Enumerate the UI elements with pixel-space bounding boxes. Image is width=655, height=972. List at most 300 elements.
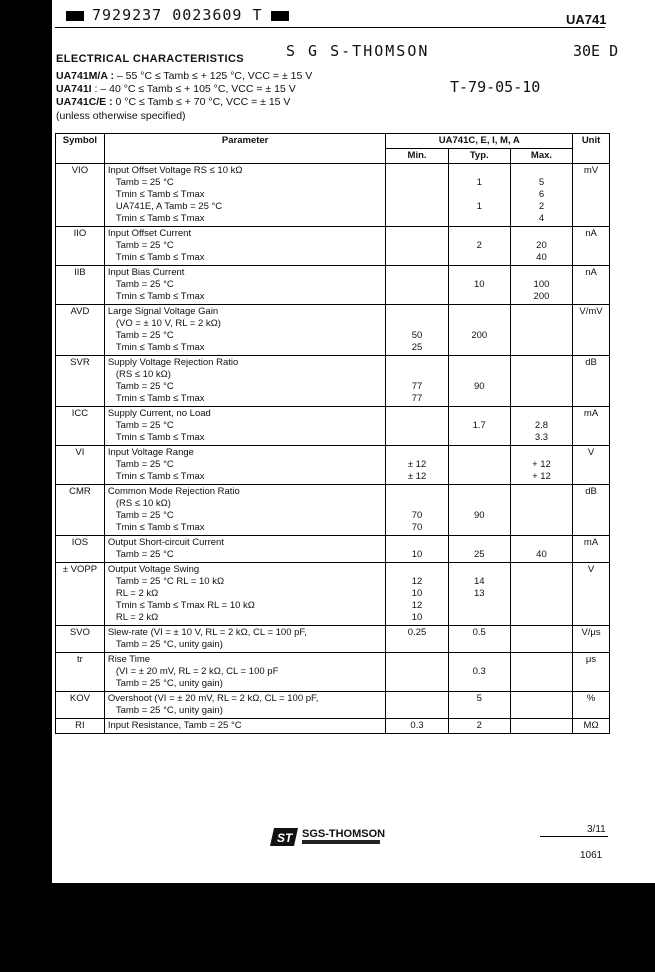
min-value bbox=[389, 408, 444, 420]
typ-value: 2 bbox=[476, 720, 482, 731]
min-value bbox=[389, 177, 444, 189]
unit-text: mA bbox=[583, 537, 599, 548]
parameter-cell bbox=[104, 719, 386, 734]
symbol-text: KOV bbox=[69, 693, 90, 704]
header-rule bbox=[55, 27, 605, 28]
parameter-line: RL = 2 kΩ bbox=[115, 588, 159, 599]
typ-value: 10 bbox=[473, 279, 485, 290]
symbol-cell bbox=[56, 305, 105, 356]
parameter-line: Tmin ≤ Tamb ≤ Tmax RL = 10 kΩ bbox=[115, 600, 255, 611]
max-cell bbox=[510, 266, 572, 305]
table-row bbox=[56, 536, 610, 563]
min-value: 50 bbox=[411, 330, 423, 341]
max-value bbox=[514, 510, 569, 522]
max-value: 4 bbox=[538, 213, 545, 224]
parameter-line: Supply Voltage Rejection Ratio bbox=[107, 357, 239, 368]
table-row bbox=[56, 266, 610, 305]
min-value bbox=[389, 252, 444, 264]
typ-value bbox=[452, 612, 507, 624]
typ-value bbox=[452, 213, 507, 225]
folio-number: 1061 bbox=[580, 850, 603, 861]
header-parameter: Parameter bbox=[104, 134, 386, 164]
unit-cell bbox=[573, 485, 610, 536]
max-value: + 12 bbox=[532, 459, 551, 470]
symbol-text: ICC bbox=[71, 408, 89, 419]
typ-value bbox=[452, 639, 507, 651]
typ-value: 25 bbox=[473, 549, 485, 560]
max-value: 6 bbox=[538, 189, 545, 200]
max-value bbox=[514, 639, 569, 651]
min-value bbox=[389, 279, 444, 291]
parameter-line: Tmin ≤ Tamb ≤ Tmax bbox=[115, 432, 205, 443]
max-value bbox=[514, 537, 569, 549]
unit-cell bbox=[573, 536, 610, 563]
max-value bbox=[514, 654, 569, 666]
typ-value bbox=[452, 369, 507, 381]
typ-value: 13 bbox=[473, 588, 485, 599]
symbol-text: VIO bbox=[71, 165, 89, 176]
typ-value bbox=[452, 654, 507, 666]
symbol-text: IOS bbox=[71, 537, 89, 548]
max-value: 3.3 bbox=[534, 432, 549, 443]
typ-cell bbox=[448, 407, 510, 446]
header-unit: Unit bbox=[573, 134, 610, 164]
parameter-line: Tmin ≤ Tamb ≤ Tmax bbox=[115, 213, 205, 224]
parameter-cell bbox=[104, 227, 386, 266]
typ-value: 0.5 bbox=[472, 627, 486, 638]
table-row bbox=[56, 692, 610, 719]
min-value: 70 bbox=[411, 510, 423, 521]
parameter-line: Tamb = 25 °C, unity gain) bbox=[115, 678, 223, 689]
parameter-line: Tmin ≤ Tamb ≤ Tmax bbox=[115, 393, 205, 404]
min-value bbox=[389, 369, 444, 381]
typ-value bbox=[452, 705, 507, 717]
min-value bbox=[389, 693, 444, 705]
min-value: 25 bbox=[411, 342, 423, 353]
parameter-line: (RS ≤ 10 kΩ) bbox=[115, 369, 171, 380]
max-value bbox=[514, 486, 569, 498]
min-value bbox=[389, 678, 444, 690]
typ-cell bbox=[448, 692, 510, 719]
parameter-cell bbox=[104, 305, 386, 356]
max-value bbox=[514, 393, 569, 405]
min-cell bbox=[386, 653, 448, 692]
min-value bbox=[389, 432, 444, 444]
parameter-line: UA741E, A Tamb = 25 °C bbox=[115, 201, 223, 212]
max-cell bbox=[510, 563, 572, 626]
parameter-line: Supply Current, no Load bbox=[107, 408, 211, 419]
unit-cell bbox=[573, 446, 610, 485]
min-value bbox=[389, 537, 444, 549]
parameter-cell bbox=[104, 266, 386, 305]
typ-cell bbox=[448, 563, 510, 626]
min-cell bbox=[386, 407, 448, 446]
parameter-line: Input Offset Current bbox=[107, 228, 192, 239]
header-typ: Typ. bbox=[448, 149, 510, 164]
parameter-line: (VI = ± 20 mV, RL = 2 kΩ, CL = 100 pF bbox=[115, 666, 279, 677]
min-value bbox=[389, 291, 444, 303]
max-value bbox=[514, 330, 569, 342]
max-value: + 12 bbox=[532, 471, 551, 482]
max-value bbox=[514, 228, 569, 240]
parameter-line: Tmin ≤ Tamb ≤ Tmax bbox=[115, 342, 205, 353]
max-cell bbox=[510, 305, 572, 356]
table-row bbox=[56, 626, 610, 653]
symbol-cell bbox=[56, 536, 105, 563]
unit-text: dB bbox=[585, 357, 597, 368]
typ-value bbox=[452, 393, 507, 405]
parameter-line: Tamb = 25 °C bbox=[115, 330, 174, 341]
max-value bbox=[514, 576, 569, 588]
min-cell bbox=[386, 485, 448, 536]
min-value bbox=[389, 564, 444, 576]
parameter-cell bbox=[104, 356, 386, 407]
symbol-text: RI bbox=[75, 720, 85, 731]
max-value bbox=[514, 408, 569, 420]
parameter-cell bbox=[104, 164, 386, 227]
min-cell bbox=[386, 692, 448, 719]
parameter-line: Large Signal Voltage Gain bbox=[107, 306, 219, 317]
typ-value: 0.3 bbox=[472, 666, 486, 677]
min-value: 12 bbox=[411, 576, 423, 587]
max-cell bbox=[510, 446, 572, 485]
unit-text: V/μs bbox=[581, 627, 601, 638]
min-value: 70 bbox=[411, 522, 423, 533]
typ-value bbox=[452, 291, 507, 303]
logo-underline bbox=[302, 840, 380, 844]
min-value bbox=[389, 165, 444, 177]
typ-value bbox=[452, 537, 507, 549]
max-value bbox=[514, 267, 569, 279]
min-value bbox=[389, 486, 444, 498]
parameter-cell bbox=[104, 446, 386, 485]
handwritten-code: T-79-05-10 bbox=[450, 78, 541, 96]
unit-cell bbox=[573, 692, 610, 719]
symbol-text: SVO bbox=[69, 627, 90, 638]
max-value bbox=[514, 666, 569, 678]
min-cell bbox=[386, 164, 448, 227]
min-value bbox=[389, 201, 444, 213]
min-value bbox=[389, 639, 444, 651]
min-value bbox=[389, 228, 444, 240]
header-max: Max. bbox=[510, 149, 572, 164]
typ-value bbox=[452, 408, 507, 420]
max-value bbox=[514, 522, 569, 534]
parameter-cell bbox=[104, 536, 386, 563]
table-row bbox=[56, 407, 610, 446]
typ-value: 200 bbox=[471, 330, 488, 341]
min-cell bbox=[386, 227, 448, 266]
symbol-cell bbox=[56, 563, 105, 626]
parameter-line: Tamb = 25 °C bbox=[115, 510, 174, 521]
min-cell bbox=[386, 536, 448, 563]
condition-line: UA741I : – 40 °C ≤ Tamb ≤ + 105 °C, VCC = ± 15 V bbox=[56, 83, 296, 95]
typ-cell bbox=[448, 626, 510, 653]
parameter-cell bbox=[104, 692, 386, 719]
unit-cell bbox=[573, 266, 610, 305]
company-stamp: S G S-THOMSON bbox=[286, 42, 430, 60]
typ-value: 1 bbox=[476, 201, 482, 212]
condition-line: UA741C/E : 0 °C ≤ Tamb ≤ + 70 °C, VCC = ± 15 V bbox=[56, 96, 291, 108]
max-value bbox=[514, 720, 569, 732]
min-value bbox=[389, 213, 444, 225]
typ-cell bbox=[448, 266, 510, 305]
max-value: 40 bbox=[536, 252, 547, 263]
min-value: 12 bbox=[411, 600, 423, 611]
parameter-line: Input Offset Voltage RS ≤ 10 kΩ bbox=[107, 165, 243, 176]
symbol-cell bbox=[56, 407, 105, 446]
min-value: 10 bbox=[411, 612, 423, 623]
condition-line: UA741M/A : – 55 °C ≤ Tamb ≤ + 125 °C, VCC = ± 15 V bbox=[56, 70, 313, 82]
symbol-cell bbox=[56, 446, 105, 485]
min-value bbox=[389, 666, 444, 678]
symbol-cell bbox=[56, 692, 105, 719]
typ-cell bbox=[448, 164, 510, 227]
header-symbol: Symbol bbox=[56, 134, 105, 164]
typ-value bbox=[452, 357, 507, 369]
max-value: 20 bbox=[536, 240, 547, 251]
unit-cell bbox=[573, 719, 610, 734]
max-value: 200 bbox=[533, 291, 550, 302]
typ-value bbox=[452, 267, 507, 279]
max-cell bbox=[510, 356, 572, 407]
symbol-text: IIB bbox=[74, 267, 86, 278]
unit-cell bbox=[573, 653, 610, 692]
unit-cell bbox=[573, 356, 610, 407]
min-value: 0.3 bbox=[410, 720, 424, 731]
table-row bbox=[56, 227, 610, 266]
parameter-line: Tmin ≤ Tamb ≤ Tmax bbox=[115, 291, 205, 302]
parameter-line: Tamb = 25 °C bbox=[115, 177, 174, 188]
parameter-line: Input Voltage Range bbox=[107, 447, 194, 458]
unit-text: mV bbox=[583, 165, 599, 176]
unit-text: μs bbox=[585, 654, 597, 665]
min-value: 77 bbox=[411, 393, 423, 404]
symbol-text: tr bbox=[77, 654, 83, 665]
max-value bbox=[514, 627, 569, 639]
parameter-line: Input Resistance, Tamb = 25 °C bbox=[107, 720, 242, 731]
unit-text: nA bbox=[585, 267, 597, 278]
min-value: ± 12 bbox=[407, 459, 427, 470]
company-logo bbox=[270, 828, 400, 848]
min-cell bbox=[386, 563, 448, 626]
max-cell bbox=[510, 692, 572, 719]
typ-value: 14 bbox=[473, 576, 485, 587]
symbol-cell bbox=[56, 266, 105, 305]
min-value bbox=[389, 240, 444, 252]
typ-value bbox=[452, 165, 507, 177]
unit-cell bbox=[573, 563, 610, 626]
max-value bbox=[514, 588, 569, 600]
max-value: 2 bbox=[538, 201, 545, 212]
typ-value bbox=[452, 252, 507, 264]
parameter-line: Tamb = 25 °C bbox=[115, 279, 174, 290]
parameter-cell bbox=[104, 485, 386, 536]
typ-value bbox=[452, 600, 507, 612]
parameter-cell bbox=[104, 407, 386, 446]
max-value bbox=[514, 318, 569, 330]
table-row bbox=[56, 485, 610, 536]
typ-value bbox=[452, 318, 507, 330]
max-value bbox=[514, 564, 569, 576]
max-value bbox=[514, 357, 569, 369]
parameter-cell bbox=[104, 563, 386, 626]
typ-value bbox=[452, 678, 507, 690]
parameter-line: Tamb = 25 °C, unity gain) bbox=[115, 639, 223, 650]
max-value bbox=[514, 705, 569, 717]
parameter-line: Tamb = 25 °C bbox=[115, 381, 174, 392]
parameter-line: Input Bias Current bbox=[107, 267, 185, 278]
table-row bbox=[56, 356, 610, 407]
parameter-line: Tamb = 25 °C bbox=[115, 459, 174, 470]
symbol-cell bbox=[56, 485, 105, 536]
parameter-line: Tmin ≤ Tamb ≤ Tmax bbox=[115, 522, 205, 533]
symbol-text: AVD bbox=[70, 306, 90, 317]
parameter-line: Output Short-circuit Current bbox=[107, 537, 224, 548]
max-value bbox=[514, 600, 569, 612]
table-row bbox=[56, 305, 610, 356]
stamp-code: 30E D bbox=[573, 42, 619, 60]
min-value: ± 12 bbox=[407, 471, 427, 482]
min-value bbox=[389, 420, 444, 432]
max-value: 40 bbox=[536, 549, 547, 560]
min-value bbox=[389, 654, 444, 666]
min-value bbox=[389, 498, 444, 510]
min-cell bbox=[386, 356, 448, 407]
parameter-line: Tamb = 25 °C, unity gain) bbox=[115, 705, 223, 716]
max-value: 100 bbox=[533, 279, 550, 290]
unit-text: V/mV bbox=[579, 306, 603, 317]
unit-text: mA bbox=[583, 408, 599, 419]
typ-value bbox=[452, 228, 507, 240]
parameter-line: Tmin ≤ Tamb ≤ Tmax bbox=[115, 252, 205, 263]
parameter-line: Slew-rate (VI = ± 10 V, RL = 2 kΩ, CL = 100 pF, bbox=[107, 627, 307, 638]
page-number: 3/11 bbox=[587, 824, 606, 835]
parameter-line: Tamb = 25 °C RL = 10 kΩ bbox=[115, 576, 225, 587]
typ-value bbox=[452, 447, 507, 459]
symbol-text: ± VOPP bbox=[62, 564, 98, 575]
parameter-line: Tamb = 25 °C bbox=[115, 549, 174, 560]
max-cell bbox=[510, 485, 572, 536]
unit-cell bbox=[573, 305, 610, 356]
symbol-text: CMR bbox=[69, 486, 91, 497]
max-value bbox=[514, 498, 569, 510]
unit-cell bbox=[573, 227, 610, 266]
max-value bbox=[514, 369, 569, 381]
parameter-line: RL = 2 kΩ bbox=[115, 612, 159, 623]
symbol-text: SVR bbox=[70, 357, 90, 368]
symbol-cell bbox=[56, 227, 105, 266]
typ-cell bbox=[448, 536, 510, 563]
min-value bbox=[389, 267, 444, 279]
unit-cell bbox=[573, 626, 610, 653]
min-value bbox=[389, 447, 444, 459]
typ-cell bbox=[448, 485, 510, 536]
min-cell bbox=[386, 446, 448, 485]
max-cell bbox=[510, 407, 572, 446]
max-value bbox=[514, 165, 569, 177]
typ-value bbox=[452, 189, 507, 201]
svg-text:ST: ST bbox=[277, 831, 293, 845]
typ-value bbox=[452, 522, 507, 534]
typ-cell bbox=[448, 356, 510, 407]
symbol-text: VI bbox=[75, 447, 85, 458]
part-number: UA741 bbox=[566, 12, 607, 27]
table-row bbox=[56, 446, 610, 485]
max-value: 5 bbox=[538, 177, 545, 188]
typ-value bbox=[452, 306, 507, 318]
max-cell bbox=[510, 719, 572, 734]
typ-value bbox=[452, 471, 507, 483]
electrical-characteristics-table bbox=[55, 133, 610, 734]
min-value: 77 bbox=[411, 381, 423, 392]
typ-value bbox=[452, 564, 507, 576]
unit-text: % bbox=[586, 693, 596, 704]
min-cell bbox=[386, 719, 448, 734]
typ-value bbox=[452, 498, 507, 510]
max-value bbox=[514, 306, 569, 318]
typ-value bbox=[452, 342, 507, 354]
min-cell bbox=[386, 266, 448, 305]
parameter-line: Tmin ≤ Tamb ≤ Tmax bbox=[115, 189, 205, 200]
symbol-cell bbox=[56, 164, 105, 227]
parameter-line: Output Voltage Swing bbox=[107, 564, 200, 575]
table-row bbox=[56, 563, 610, 626]
typ-cell bbox=[448, 227, 510, 266]
unit-cell bbox=[573, 407, 610, 446]
header-min: Min. bbox=[386, 149, 448, 164]
max-value bbox=[514, 342, 569, 354]
parameter-cell bbox=[104, 626, 386, 653]
max-value bbox=[514, 381, 569, 393]
typ-cell bbox=[448, 446, 510, 485]
min-value: 10 bbox=[411, 549, 423, 560]
min-cell bbox=[386, 305, 448, 356]
typ-value bbox=[452, 459, 507, 471]
typ-value: 5 bbox=[476, 693, 482, 704]
table-row bbox=[56, 653, 610, 692]
scan-bottom-border bbox=[0, 883, 655, 972]
max-value bbox=[514, 693, 569, 705]
page-rule bbox=[540, 836, 608, 837]
min-value bbox=[389, 705, 444, 717]
unit-text: V bbox=[587, 564, 595, 575]
parameter-line: (VO = ± 10 V, RL = 2 kΩ) bbox=[115, 318, 221, 329]
symbol-cell bbox=[56, 626, 105, 653]
scan-code: 7929237 0023609 T bbox=[58, 6, 297, 24]
typ-cell bbox=[448, 719, 510, 734]
max-value bbox=[514, 612, 569, 624]
parameter-line: Common Mode Rejection Ratio bbox=[107, 486, 240, 497]
unit-text: V bbox=[587, 447, 595, 458]
typ-value: 90 bbox=[473, 510, 485, 521]
typ-value bbox=[452, 432, 507, 444]
st-logo-icon bbox=[270, 828, 298, 846]
typ-cell bbox=[448, 305, 510, 356]
symbol-cell bbox=[56, 719, 105, 734]
min-value bbox=[389, 306, 444, 318]
parameter-line: Overshoot (VI = ± 20 mV, RL = 2 kΩ, CL = 100 pF, bbox=[107, 693, 319, 704]
max-cell bbox=[510, 653, 572, 692]
scan-left-border bbox=[0, 0, 52, 883]
section-title: ELECTRICAL CHARACTERISTICS bbox=[56, 53, 245, 65]
typ-cell bbox=[448, 653, 510, 692]
min-value: 0.25 bbox=[407, 627, 427, 638]
max-cell bbox=[510, 536, 572, 563]
parameter-cell bbox=[104, 653, 386, 692]
logo-text: SGS-THOMSON bbox=[302, 828, 386, 840]
symbol-cell bbox=[56, 356, 105, 407]
